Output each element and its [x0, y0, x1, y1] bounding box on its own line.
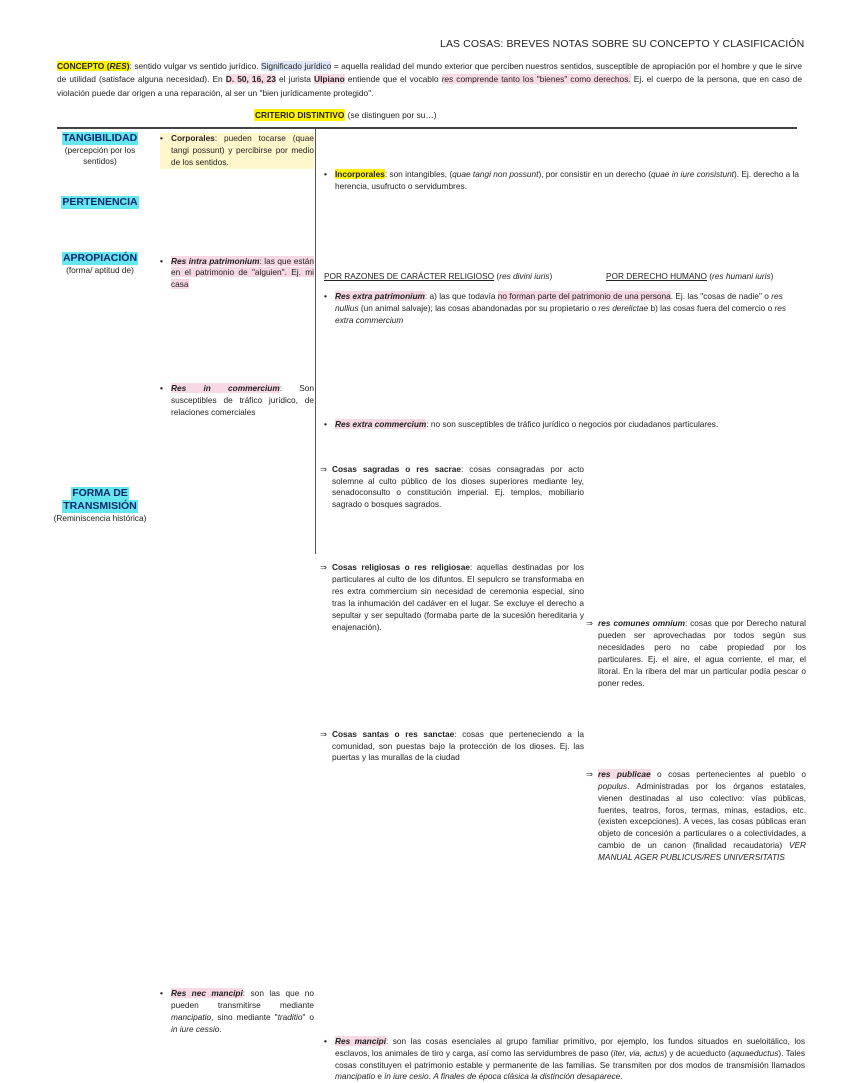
- concepto-label: CONCEPTO (RES): [57, 61, 130, 71]
- page-title: LAS COSAS: BREVES NOTAS SOBRE SU CONCEPTO Y CLASIFICACIÓN: [440, 38, 805, 50]
- significado-juridico: Significado jurídico: [260, 61, 332, 71]
- header-rule: [57, 127, 797, 129]
- res-comunes-item: ⇒ res comunes omnium: cosas que por Derecho natural pueden ser aprovechadas por todos según sus necesidades pero no cabe propiedad por los particulares. Ej. el aire, el agua corriente, el mar, el litoral. En la ribera del mar un particular podía pescar o poner redes.: [586, 618, 806, 688]
- criterio-distintivo: CRITERIO DISTINTIVO (se distinguen por su…): [255, 110, 437, 120]
- religioso-heading: POR RAZONES DE CARÁCTER RELIGIOSO (res divini iuris): [324, 271, 553, 281]
- extra-patrimonium-cell: • Res extra patrimonium: a) las que todavía no forman parte del patrimonio de una persona. Ej. las "cosas de nadie" o res nullius (un animal salvaje); las cosas abandonadas por su propietario o res derelictae b) las cosas fuera del comercio o res extra commercium: [324, 291, 805, 327]
- intra-patrimonium-cell: • Res intra patrimonium: las que están en el patrimonio de "alguien". Ej. mi casa: [160, 256, 314, 292]
- corporales-cell: • Corporales: pueden tocarse (quae tangi possunt) y percibirse por medio de los sentidos.: [160, 133, 314, 169]
- row-label-pertenencia: PERTENENCIA: [62, 196, 138, 208]
- incorporales-cell: • Incorporales: son intangibles, (quae tangi non possunt), por consistir en un derecho (quae in iure consistunt). Ej. derecho a la herencia, usufructo o servidumbres.: [324, 169, 805, 193]
- row-label-tangibilidad: TANGIBILIDAD (percepción por los sentidos): [62, 132, 138, 166]
- in-commercium-cell: • Res in commercium: Son susceptibles de tráfico jurídico, de relaciones comerciales: [160, 383, 314, 419]
- res-sanctae-item: ⇒ Cosas santas o res sanctae: cosas que perteneciendo a la comunidad, son puestas bajo la protección de los dioses. Ej. las puertas y las murallas de la ciudad: [320, 728, 585, 763]
- res-religiosae-item: ⇒ Cosas religiosas o res religiosae: aquellas destinadas por los particulares al culto de los difuntos. El sepulcro se transformaba en res extra commercium sin necesidad de ceremonia especial, sino tras la inhumación del cadáver en el lugar. Se excluye el derecho a sepultar y ser sepultado (formaba parte de la sucesión hereditaria y enajenación).: [320, 562, 584, 632]
- intro-paragraph: CONCEPTO (RES): sentido vulgar vs sentido jurídico. Significado jurídico = aquella realidad del mundo exterior que perciben nuestros sentidos, susceptible de apropiación por el hombre y que le sirve de utilidad (satisface alguna necesidad). En D. 50, 16, 23 el jurista Ulpiano entiende que el vocablo res comprende tanto los "bienes" como derechos. Ej. el cuerpo de la persona, que en caso de violación puede dar origen a una reparación, al ser un "bien jurídicamente protegido".: [57, 61, 802, 98]
- extra-commercium-cell: • Res extra commercium: no son susceptibles de tráfico jurídico o negocios por ciudadanos particulares.: [324, 419, 805, 431]
- mancipi-cell: • Res mancipi: son las cosas esenciales al grupo familiar primitivo, por ejemplo, los fundos situados en sueloitálico, los esclavos, los animales de tiro y carga, así como las servidumbres de paso (iter, via, actus) y de acueducto (aquaeductus). Tales cosas constituyen el patrimonio estable y permanente de las familias. Se transmiten por dos modos de transmisión llamados mancipatio e in iure cesio. A finales de época clásica la distinción desaparece.: [324, 1036, 805, 1083]
- row-label-apropiacion: APROPIACIÓN (forma/ aptitud de): [62, 252, 138, 275]
- ulpiano: Ulpiano: [314, 74, 345, 85]
- res-publicae-item: ⇒ res publicae o cosas pertenecientes al pueblo o populus. Administradas por los órganos estatales, vienen destinadas al uso colectivo: vías públicas, fuentes, teatros, foros, termas, minas, estadios, etc. (existen excepciones). A veces, las cosas públicas eran objeto de concesión a particulares o a colectividades, a cambio de un canon (finalidad recaudatoria) VER MANUAL AGER PUBLICUS/RES UNIVERSITATIS: [586, 768, 806, 863]
- nec-mancipi-cell: • Res nec mancipi: son las que no pueden transmitirse mediante mancipatio, sino mediante "traditio" o in iure cessio.: [160, 988, 314, 1036]
- res-sacrae-item: ⇒ Cosas sagradas o res sacrae: cosas consagradas por acto solemne al culto público de los dioses superiores mediante ley, senadoconsulto o constitución imperial. Ej. templos, mobiliario sagrado o bosques sagrados.: [320, 463, 584, 510]
- column-divider: [315, 129, 316, 554]
- row-label-transmision: FORMA DE TRANSMISIÓN (Reminiscencia histórica): [53, 487, 147, 523]
- digest-reference: D. 50, 16, 23: [225, 74, 276, 85]
- humano-heading: POR DERECHO HUMANO (res humani iuris): [606, 271, 774, 281]
